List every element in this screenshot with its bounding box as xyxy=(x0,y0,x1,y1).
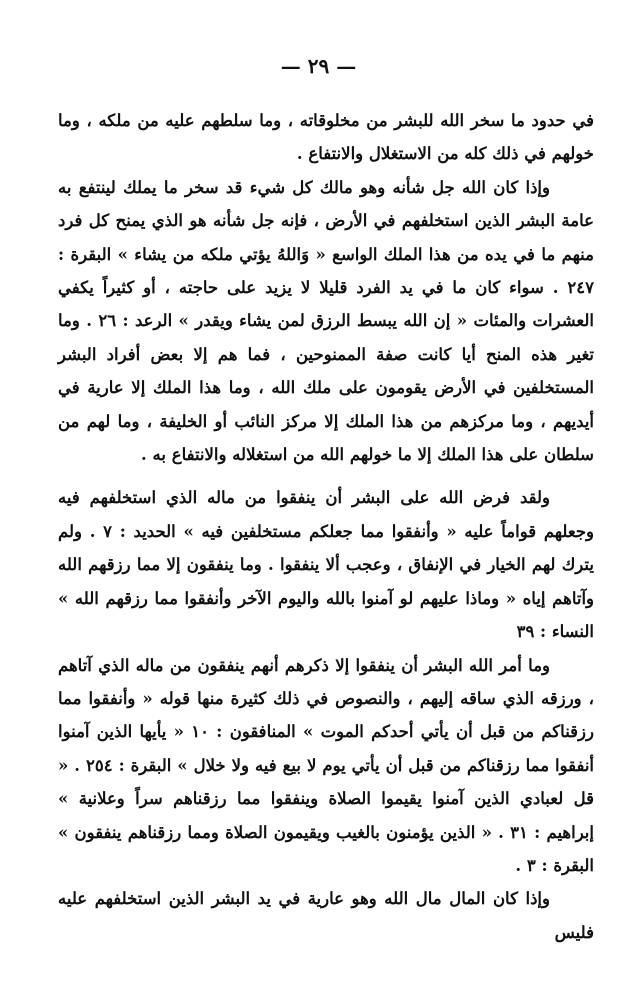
body-text xyxy=(58,104,594,949)
paragraph-3: ولقد فرض الله على البشر أن ينفقوا من ماله الذي استخلفهم فيه وجعلهم قواماً عليه « وأنفقوا مما جعلكم مستخلفين فيه » الحديد : ٧ . ولم يترك لهم الخيار في الإنفاق ، وعجب ألا ينفقوا . وما ينفقون إلا مما رزقهم الله وآتاهم إياه « وماذا عليهم لو آمنوا بالله واليوم الآخر وأنفقوا مما رزقهم الله » النساء : ٣٩ xyxy=(58,488,594,642)
page-number: — ٢٩ — xyxy=(280,54,357,78)
paragraph-5: وإذا كان المال مال الله وهو عارية في يد البشر الذين استخلفهم عليه فليس xyxy=(58,889,594,942)
paragraph-4: وما أمر الله البشر أن ينفقوا إلا ذكرهم أنهم ينفقون من ماله الذي آتاهم ، ورزقه الذي ساقه إليهم ، والنصوص في ذلك كثيرة منها قوله « وأنفقوا مما رزقناكم من قبل أن يأتي أحدكم الموت » المنافقون : ١٠ « يأيها الذين آمنوا أنفقوا مما رزقناكم من قبل أن يأتي يوم لا بيع فيه ولا خلال » البقرة : ٢٥٤ . « قل لعبادي الذين آمنوا يقيموا الصلاة وينفقوا مما رزقناهم سراً وعلانية » إبراهيم : ٣١ . « الذين يؤمنون بالغيب ويقيمون الصلاة ومما رزقناهم ينفقون » البقرة : ٣ . xyxy=(58,655,594,875)
paragraph-2: وإذا كان الله جل شأنه وهو مالك كل شيء قد سخر ما يملك لينتفع به عامة البشر الذين استخلفهم في الأرض ، فإنه جل شأنه هو الذي يمنح كل فرد منهم ما في يده من هذا الملك الواسع « وَاللهُ يؤتي ملكه من يشاء » البقرة : ٢٤٧ . سواء كان ما في يد الفرد قليلا لا يزيد على حاجته ، أو كثيراً يكفي العشرات والمئات « إن الله يبسط الرزق لمن يشاء ويقدر » الرعد : ٢٦ . وما تغير هذه المنح أيا كانت صفة الممنوحين ، فما هم إلا بعض أفراد البشر المستخلفين في الأرض يقومون على ملك الله ، وما هذا الملك إلا عارية في أيديهم ، وما مركزهم من هذا الملك إلا مركز النائب أو الخليفة ، وما لهم من سلطان على هذا الملك إلا ما خولهم الله من استغلاله والانتفاع به . xyxy=(58,177,595,465)
paragraph-1: في حدود ما سخر الله للبشر من مخلوقاته ، وما سلطهم عليه من ملكه ، وما خولهم في ذلك كله من الاستغلال والانتفاع . xyxy=(58,111,594,164)
